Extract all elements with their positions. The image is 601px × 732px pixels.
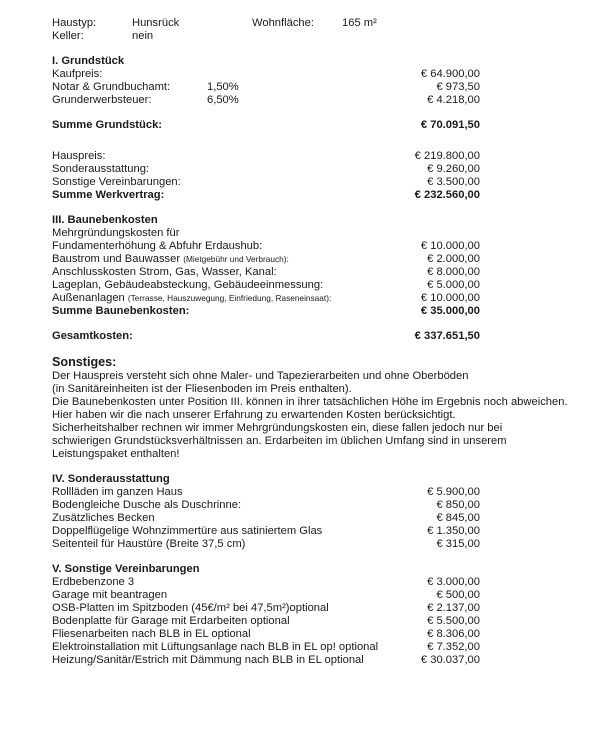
table-row: Notar & Grundbuchamt: 1,50% € 973,50 bbox=[52, 81, 480, 93]
section-title-sonderausstattung: IV. Sonderausstattung bbox=[52, 473, 170, 485]
table-row: Lageplan, Gebäudeabsteckung, Gebäudeeinmessung: € 5.000,00 bbox=[52, 279, 480, 291]
spacer bbox=[52, 202, 592, 214]
notes-line: Hier haben wir die nach unserer Erfahrung zu erwartenden Kosten berücksichtigt. bbox=[52, 409, 456, 421]
table-row: Grunderwerbsteuer: 6,50% € 4.218,00 bbox=[52, 94, 480, 106]
wohnflaeche-value: 165 m² bbox=[342, 17, 377, 29]
spacer bbox=[52, 551, 592, 563]
spacer bbox=[52, 132, 592, 144]
section-title-baunebenkosten: III. Baunebenkosten bbox=[52, 214, 158, 226]
table-row: Seitenteil für Haustüre (Breite 37,5 cm) € 315,00 bbox=[52, 538, 480, 550]
notes-line: Die Baunebenkosten unter Position III. können in ihrer tatsächlichen Höhe im Ergebnis noch abweichen. bbox=[52, 396, 568, 408]
table-row: Bodengleiche Dusche als Duschrinne: € 850,00 bbox=[52, 499, 480, 511]
table-row: Elektroinstallation mit Lüftungsanlage nach BLB in EL op! optional € 7.352,00 bbox=[52, 641, 480, 653]
table-row: Sonstige Vereinbarungen: € 3.500,00 bbox=[52, 176, 480, 188]
spacer bbox=[52, 318, 592, 330]
notes-line: (in Sanitäreinheiten ist der Fliesenboden im Preis enthalten). bbox=[52, 383, 352, 395]
table-row: Bodenplatte für Garage mit Erdarbeiten optional € 5.500,00 bbox=[52, 615, 480, 627]
header-row-haustyp bbox=[52, 17, 592, 30]
table-row: Erdbebenzone 3 € 3.000,00 bbox=[52, 576, 480, 588]
total-row: Gesamtkosten: € 337.651,50 bbox=[52, 330, 480, 342]
table-row: Hauspreis: € 219.800,00 bbox=[52, 150, 480, 162]
spacer bbox=[52, 343, 592, 355]
haustyp-value: Hunsrück bbox=[132, 17, 180, 29]
table-row: Kaufpreis: € 64.900,00 bbox=[52, 68, 480, 80]
table-row: Doppelflügelige Wohnzimmertüre aus satiniertem Glas € 1.350,00 bbox=[52, 525, 480, 537]
table-row: Heizung/Sanitär/Estrich mit Dämmung nach BLB in EL optional € 30.037,00 bbox=[52, 654, 480, 666]
keller-value: nein bbox=[132, 30, 154, 42]
table-row: Zusätzliches Becken € 845,00 bbox=[52, 512, 480, 524]
table-row: Garage mit beantragen € 500,00 bbox=[52, 589, 480, 601]
spacer bbox=[52, 43, 592, 55]
table-row: Fundamenterhöhung & Abfuhr Erdaushub: € 10.000,00 bbox=[52, 240, 480, 252]
table-row: Fliesenarbeiten nach BLB in EL optional € 8.306,00 bbox=[52, 628, 480, 640]
table-row: OSB-Platten im Spitzboden (45€/m² bei 47,5m²)optional € 2.137,00 bbox=[52, 602, 480, 614]
haustyp-label: Haustyp: bbox=[52, 17, 97, 29]
spacer bbox=[52, 107, 592, 119]
section-title-vereinbarungen: V. Sonstige Vereinbarungen bbox=[52, 563, 200, 575]
cost-document bbox=[52, 17, 592, 667]
section-title-grundstueck: I. Grundstück bbox=[52, 55, 125, 67]
table-row: Anschlusskosten Strom, Gas, Wasser, Kanal: € 8.000,00 bbox=[52, 266, 480, 278]
notes-line: schwierigen Grundstücksverhältnissen an. Erdarbeiten im üblichen Umfang sind in unserem bbox=[52, 435, 507, 447]
table-row: Baustrom und Bauwasser (Mietgebühr und Verbrauch): € 2.000,00 bbox=[52, 253, 480, 265]
wohnflaeche-label: Wohnfläche: bbox=[252, 17, 314, 29]
table-row: Außenanlagen (Terrasse, Hauszuwegung, Einfriedung, Raseneinsaat): € 10.000,00 bbox=[52, 292, 480, 304]
sum-row-werkvertrag: Summe Werkvertrag: € 232.560,00 bbox=[52, 189, 480, 201]
keller-label: Keller: bbox=[52, 30, 84, 42]
notes-line: Der Hauspreis versteht sich ohne Maler- und Tapezierarbeiten und ohne Oberböden bbox=[52, 370, 469, 382]
table-row: Rollläden im ganzen Haus € 5.900,00 bbox=[52, 486, 480, 498]
spacer bbox=[52, 461, 592, 473]
header-row-keller bbox=[52, 30, 592, 43]
section-title-sonstiges: Sonstiges: bbox=[52, 355, 117, 369]
table-row: Sonderausstattung: € 9.260,00 bbox=[52, 163, 480, 175]
baunebenkosten-intro: Mehrgründungskosten für bbox=[52, 227, 180, 239]
sum-row-baunebenkosten: Summe Baunebenkosten: € 35.000,00 bbox=[52, 305, 480, 317]
sum-row-grundstueck: Summe Grundstück: € 70.091,50 bbox=[52, 119, 480, 131]
notes-line: Sicherheitshalber rechnen wir immer Mehrgründungskosten ein, diese fallen jedoch nur bei bbox=[52, 422, 503, 434]
notes-line: Leistungspaket enthalten! bbox=[52, 448, 180, 460]
